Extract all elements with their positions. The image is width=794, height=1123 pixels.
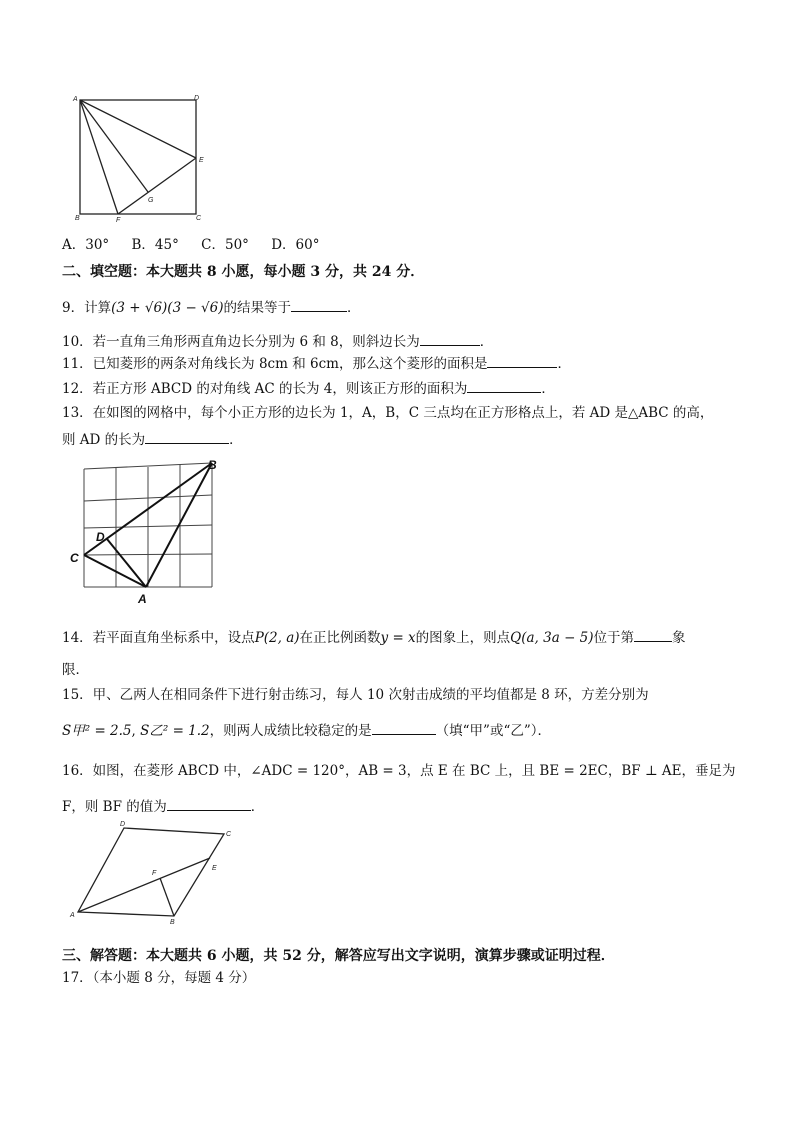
q15-answer-blank[interactable]: [372, 720, 436, 735]
fig16-label-b: B: [170, 919, 175, 924]
question-12: 12．若正方形 ABCD 的对角线 AC 的长为 4，则该正方形的面积为 ．: [62, 378, 555, 398]
variance-yi: S乙² = 1.2: [140, 723, 210, 739]
q10-answer-blank[interactable]: [420, 331, 480, 346]
question-15-line-2: S甲² = 2.5, S乙² = 1.2，则两人成绩比较稳定的是 （填“甲”或“乙”）．: [62, 720, 551, 740]
q12-answer-blank[interactable]: [467, 378, 541, 393]
fig8-label-f: F: [116, 217, 121, 222]
question-16-line-1: 16．如图，在菱形 ABCD 中，∠ADC = 120°，AB = 3，点 E 在 BC 上，且 BE = 2EC，BF ⊥ AE，垂足为: [62, 763, 736, 779]
fig16-label-c: C: [226, 831, 232, 838]
section-2-heading: 二、填空题：本大题共 8 小愿，每小题 3 分，共 24 分．: [62, 264, 425, 280]
q13-answer-blank[interactable]: [145, 429, 229, 444]
fig16-label-a: A: [70, 912, 75, 919]
q8-option-c[interactable]: C．50°: [201, 237, 249, 253]
question-10: 10．若一直角三角形两直角边长分别为 6 和 8，则斜边长为 ．: [62, 331, 493, 351]
fig8-label-d: D: [194, 95, 200, 102]
question-11: 11．已知菱形的两条对角线长为 8cm 和 6cm，那么这个菱形的面积是 ．: [62, 353, 571, 373]
q16-answer-blank[interactable]: [167, 796, 251, 811]
q8-option-d[interactable]: D．60°: [271, 237, 320, 253]
q8-option-a[interactable]: A．30°: [62, 237, 110, 253]
question-13-line-1: 13．在如图的网格中，每个小正方形的边长为 1，A，B，C 三点均在正方形格点上，若 AD 是△ABC 的高，: [62, 405, 714, 421]
fig8-label-b: B: [75, 215, 80, 222]
q14-answer-blank[interactable]: [634, 627, 672, 642]
question-14-line-2: 限．: [62, 662, 89, 678]
fig16-label-d: D: [120, 821, 126, 828]
fig13-label-a: A: [138, 592, 147, 606]
fig8-label-e: E: [199, 157, 204, 164]
variance-jia: S甲² = 2.5: [62, 723, 132, 739]
q9-answer-blank[interactable]: [291, 297, 347, 312]
fig13-label-b: B: [208, 458, 217, 472]
fig8-label-a: A: [73, 96, 78, 103]
fig8-label-g: G: [148, 197, 154, 204]
fig8-label-c: C: [196, 215, 202, 222]
question-16-line-2: F，则 BF 的值为 ．: [62, 796, 264, 816]
q8-options: [62, 236, 337, 254]
question-14-line-1: 14．若平面直角坐标系中，设点P(2, a)在正比例函数y = x的图象上，则点Q(a, 3a − 5)位于第 象: [62, 627, 686, 647]
question-17: 17．（本小题 8 分，每题 4 分）: [62, 970, 256, 986]
question-15-line-1: 15．甲、乙两人在相同条件下进行射击练习，每人 10 次射击成绩的平均值都是 8 环，方差分别为: [62, 687, 649, 703]
figure-rhombus: [66, 818, 246, 924]
section-3-heading: 三、解答题：本大题共 6 小题，共 52 分，解答应写出文字说明，演算步骤或证明过程．: [62, 948, 615, 964]
fig16-label-e: E: [212, 865, 217, 872]
figure-square-fold: [70, 92, 210, 222]
fig13-label-c: C: [70, 551, 79, 565]
q8-option-b[interactable]: B．45°: [131, 237, 179, 253]
fig13-label-d: D: [96, 530, 105, 544]
question-9: 9．计算(3 + √6)(3 − √6)的结果等于 ．: [62, 297, 361, 317]
question-13-line-2: 则 AD 的长为 ．: [62, 429, 243, 449]
figure-grid-triangle: [66, 455, 236, 607]
fig16-label-f: F: [152, 870, 157, 877]
q11-answer-blank[interactable]: [487, 353, 557, 368]
